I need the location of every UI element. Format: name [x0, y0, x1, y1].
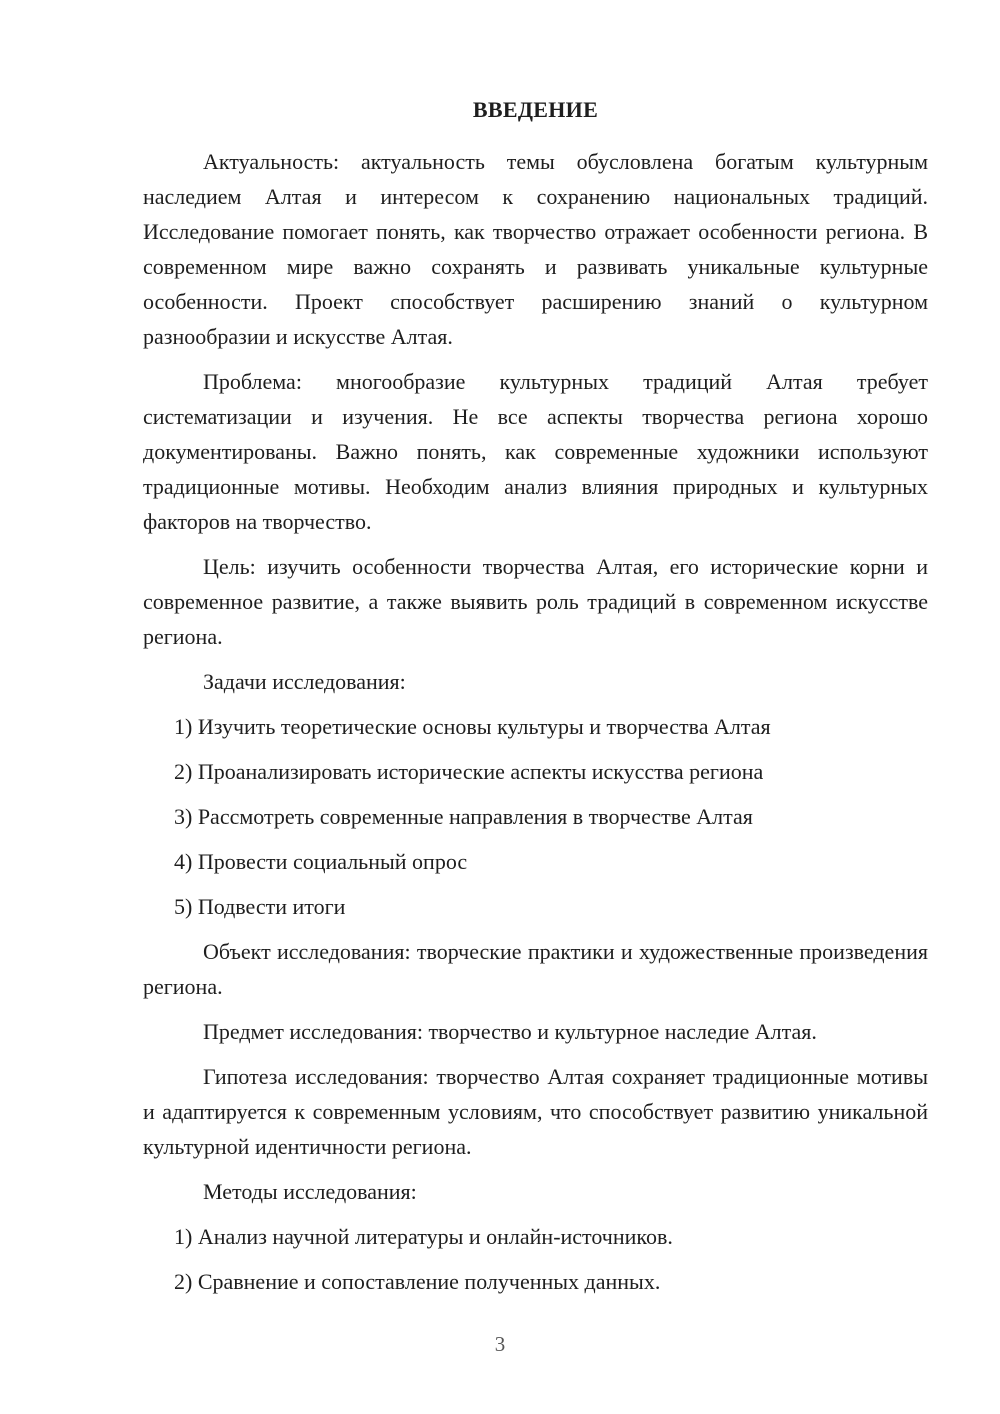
tasks-heading: Задачи исследования: [203, 669, 406, 694]
list-item: 3) Рассмотреть современные направления в творчестве Алтая [174, 804, 753, 829]
list-item: 1) Изучить теоретические основы культуры и творчества Алтая [174, 714, 771, 739]
methods-list [143, 1219, 928, 1299]
relevance-paragraph: Актуальность: актуальность темы обусловлена богатым культурным наследием Алтая и интересом к сохранению национальных традиций. Исследование помогает понять, как творчество отражает особенности региона. В современном мире важно сохранять и развивать уникальные культурные особенности. Проект способствует расширению знаний о культурном разнообразии и искусстве Алтая. [143, 149, 928, 349]
page-number: 3 [494, 1332, 506, 1356]
subject-paragraph: Предмет исследования: творчество и культурное наследие Алтая. [203, 1019, 817, 1044]
goal-paragraph: Цель: изучить особенности творчества Алтая, его исторические корни и современное развитие, а также выявить роль традиций в современном искусстве региона. [143, 554, 928, 649]
hypothesis-paragraph: Гипотеза исследования: творчество Алтая сохраняет традиционные мотивы и адаптируется к современным условиям, что способствует развитию уникальной культурной идентичности региона. [143, 1064, 928, 1159]
list-item: 4) Провести социальный опрос [174, 849, 468, 874]
list-item: 5) Подвести итоги [174, 894, 346, 919]
document-page [143, 96, 928, 1309]
tasks-list [143, 709, 928, 924]
list-item: 2) Сравнение и сопоставление полученных данных. [174, 1269, 661, 1294]
list-item: 1) Анализ научной литературы и онлайн-источников. [174, 1224, 673, 1249]
object-paragraph: Объект исследования: творческие практики и художественные произведения региона. [143, 939, 928, 999]
methods-heading: Методы исследования: [203, 1179, 417, 1204]
problem-paragraph: Проблема: многообразие культурных традиций Алтая требует систематизации и изучения. Не все аспекты творчества региона хорошо документированы. Важно понять, как современные художники используют традиционные мотивы. Необходим анализ влияния природных и культурных факторов на творчество. [143, 369, 928, 534]
list-item: 2) Проанализировать исторические аспекты искусства региона [174, 759, 764, 784]
section-title: ВВЕДЕНИЕ [472, 97, 599, 122]
